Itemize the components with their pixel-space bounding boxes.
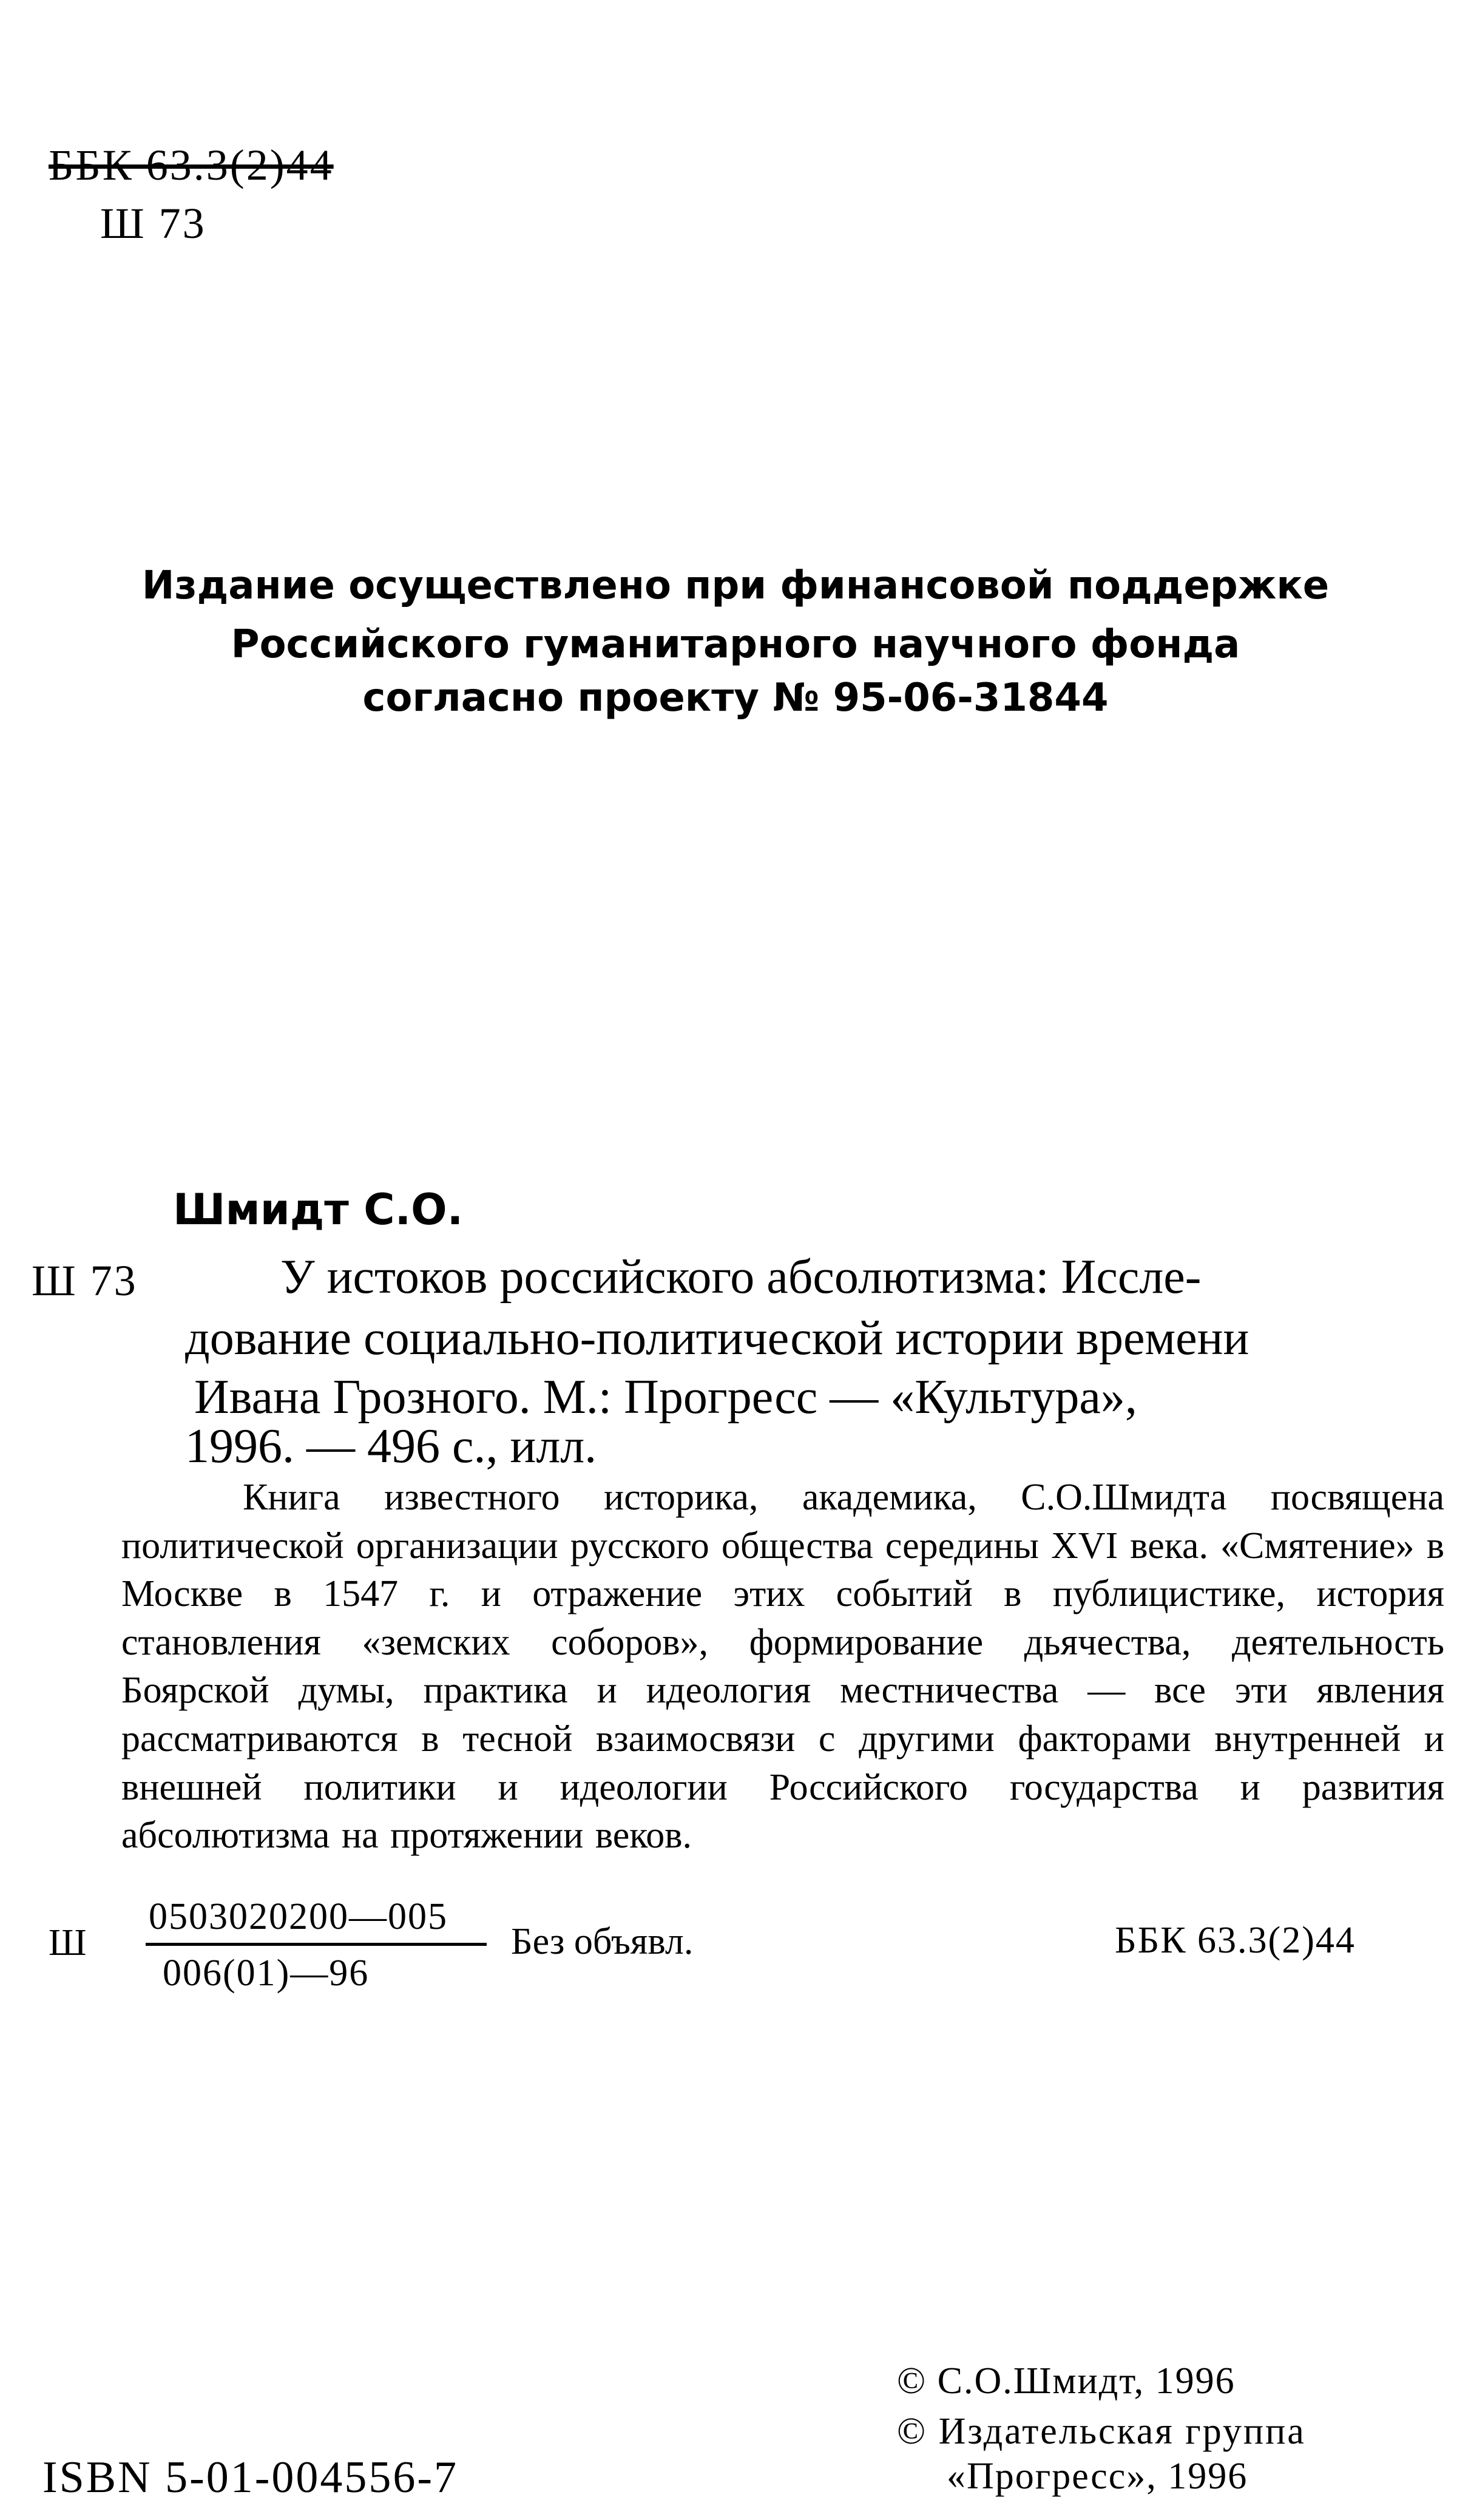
grant-notice-line-1: Издание осуществлено при финансовой поддержке xyxy=(141,563,1330,608)
copyright-author: © С.О.Шмидт, 1996 xyxy=(897,2360,1236,2402)
grant-notice-line-3: согласно проекту № 95-06-31844 xyxy=(362,676,1109,720)
card-title-line-4: 1996. — 496 с., илл. xyxy=(185,1420,597,1473)
author-mark: Ш 73 xyxy=(100,199,206,248)
no-announcement: Без объявл. xyxy=(511,1921,694,1962)
card-title-line-1: У истоков российского абсолютизма: Иссле- xyxy=(280,1250,1202,1304)
card-author: Шмидт С.О. xyxy=(173,1185,464,1235)
index-denominator: 006(01)—96 xyxy=(163,1953,370,1994)
card-author-mark: Ш 73 xyxy=(32,1256,138,1305)
copyright-publisher: © Издательская группа xyxy=(897,2411,1306,2452)
isbn: ISBN 5-01-004556-7 xyxy=(42,2453,459,2502)
card-title-line-2: дование социально-политической истории времени xyxy=(185,1312,1250,1365)
bbk-code-struck: ББК 63.3(2)44 xyxy=(49,141,334,189)
card-bbk-code: ББК 63.3(2)44 xyxy=(1115,1920,1356,1961)
index-prefix: Ш xyxy=(49,1922,87,1963)
card-annotation: Книга известного историка, академика, С.О.Шмидта посвящена политической организации русского общества середины XVI века. «Смятение» в Москве в 1547 г. и отражение этих событий в публицистике, история становления «земских соборов», формирование дьячества, деятельность Боярской думы, практика и идеология местничества — все эти явления рассматриваются в тесной взаимосвязи с другими факторами внутренней и внешней политики и идеологии Российского государства и развития абсолютизма на протяжении веков. xyxy=(121,1477,1444,1857)
index-fraction-line xyxy=(146,1943,487,1946)
grant-notice-line-2: Российского гуманитарного научного фонда xyxy=(231,622,1240,667)
index-numerator: 0503020200—005 xyxy=(149,1896,448,1937)
card-title-line-3: Ивана Грозного. М.: Прогресс — «Культура», xyxy=(194,1370,1137,1424)
copyright-publisher-year: «Прогресс», 1996 xyxy=(947,2456,1248,2497)
